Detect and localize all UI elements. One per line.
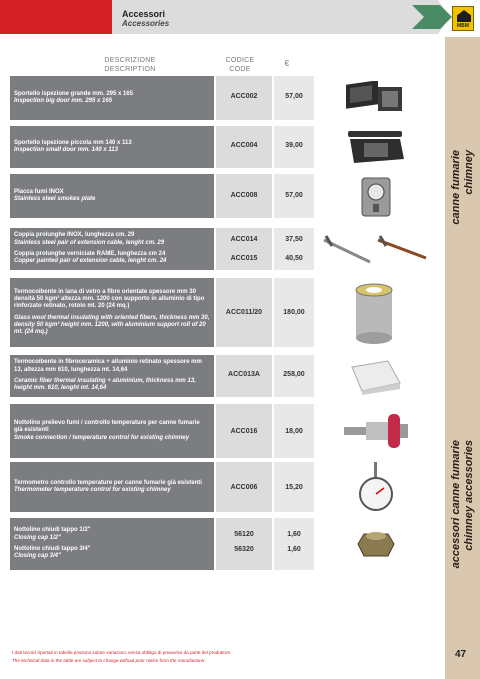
product-code: ACC004 xyxy=(230,142,258,149)
product-price: 15,20 xyxy=(285,484,303,491)
row-code-cell xyxy=(216,76,272,120)
side-label-chimney-it: canne fumarie xyxy=(450,150,462,225)
closing-cap-icon xyxy=(356,528,396,560)
table-row xyxy=(10,174,436,218)
description-en: Inspection small door mm. 140 x 113 xyxy=(14,147,118,153)
logo-text: MBM xyxy=(457,23,469,29)
row-code-cell xyxy=(216,462,272,512)
inspection-door-large-icon xyxy=(344,81,404,115)
row-description xyxy=(10,278,214,347)
side-label-accessories-en: chimney accessories xyxy=(463,440,475,551)
table-row xyxy=(10,278,436,347)
smoke-connection-icon xyxy=(342,410,412,452)
extension-cables-icon xyxy=(320,232,432,266)
inspection-door-small-icon xyxy=(344,129,408,167)
row-description xyxy=(10,76,214,120)
house-icon xyxy=(457,10,471,22)
ceramic-fiber-roll-icon xyxy=(348,357,404,395)
description-en: Ceramic fiber thermal insulating + aluminium, thickness mm 13, height mm. 610, lenght mt. 14,64 xyxy=(14,378,196,392)
description-en: Inspection big door mm. 295 x 165 xyxy=(14,98,113,104)
description-en: Glass wool thermal insulating with oriented fibers, thickness mm 30, density 50 kgm³ height mm. 1200, with aluminium support roll of 20 mt. (24 mq.) xyxy=(14,314,210,336)
footer-note-en: The technical data in the table are subject to change without prior notice from the manufacturer. xyxy=(12,658,206,663)
row-code-cell xyxy=(216,355,272,397)
description-it: Termometro controllo temperature per canne fumarie già esistenti xyxy=(14,479,202,486)
column-header-price: € xyxy=(284,59,290,68)
product-code: ACC013A xyxy=(228,371,260,378)
brand-logo xyxy=(452,6,474,31)
row-price-cell xyxy=(274,462,314,512)
product-code: ACC016 xyxy=(230,428,258,435)
row-price-cell xyxy=(274,174,314,218)
table-row xyxy=(10,462,436,512)
column-header-code-en: CODE xyxy=(229,66,251,73)
side-band xyxy=(445,37,480,679)
description-en: Smoke connection / temperature control for existing chimney xyxy=(14,434,190,441)
product-price: 57,00 xyxy=(285,192,303,199)
row-description xyxy=(10,126,214,168)
product-price: 1,60 xyxy=(287,531,301,538)
column-header-description-en: DESCRIPTION xyxy=(104,66,156,73)
column-header-description xyxy=(60,56,200,74)
table-row xyxy=(10,76,436,120)
row-price-cell xyxy=(274,76,314,120)
product-price: 40,50 xyxy=(285,255,303,262)
row-code-cell xyxy=(216,126,272,168)
row-price-cell xyxy=(274,518,314,570)
description-it: Nottolino prelievo fumi / controllo temperature per canne fumarie già esistenti xyxy=(14,420,200,434)
description-it: Sportello ispezione piccola mm 140 x 113 xyxy=(14,139,132,146)
side-label-chimney-en: chimney xyxy=(463,150,475,195)
row-code-cell xyxy=(216,228,272,270)
row-image-cell xyxy=(314,518,436,570)
product-code: ACC011/20 xyxy=(225,309,263,316)
description-it: Nottolino chiudi tappo 3/4" xyxy=(14,546,91,552)
row-image-cell xyxy=(314,278,436,347)
description-en: Thermometer temperature control for existing chimney xyxy=(14,487,171,493)
row-description xyxy=(10,518,214,570)
row-price-cell xyxy=(274,126,314,168)
table-row xyxy=(10,228,436,270)
row-code-cell xyxy=(216,174,272,218)
description-it: Sportello ispezione grande mm. 295 x 165 xyxy=(14,90,134,97)
row-price-cell xyxy=(274,278,314,347)
row-image-cell xyxy=(314,126,436,168)
row-price-cell xyxy=(274,228,314,270)
description-it: Termocoibente in fibroceramica + alluminio retinato spessore mm 13, altezza mm 610, lunghezza mt. 14,64 xyxy=(14,359,202,373)
row-price-cell xyxy=(274,355,314,397)
product-code: 56120 xyxy=(234,531,254,538)
row-image-cell xyxy=(314,174,436,218)
row-price-cell xyxy=(274,404,314,458)
page-title: Accessori xyxy=(122,9,166,19)
table-row xyxy=(10,126,436,168)
product-code: ACC002 xyxy=(230,93,258,100)
description-it: Coppia prolunghe INOX, lunghezza cm. 29 xyxy=(14,232,135,239)
column-header-code xyxy=(216,56,264,74)
description-it: Termocoibente in lana di vetro a fibre orientate spessore mm 30 densità 50 kgm³ altezza mm. 1200 con supporto in alluminio di tipo rinforzato retinato, rotolo mt. 20 (24 mq.) xyxy=(14,288,205,310)
product-price: 180,00 xyxy=(283,309,305,316)
table-row xyxy=(10,355,436,397)
table-row xyxy=(10,518,436,570)
row-description xyxy=(10,355,214,397)
row-description xyxy=(10,228,214,270)
column-header-description-it: DESCRIZIONE xyxy=(104,57,156,64)
table-row xyxy=(10,404,436,458)
row-description xyxy=(10,404,214,458)
description-it: Coppia prolunghe verniciate RAME, lunghezza cm 24 xyxy=(14,251,166,257)
column-header-code-it: CODICE xyxy=(225,57,255,64)
product-price: 37,50 xyxy=(285,236,303,243)
product-code: ACC014 xyxy=(230,236,258,243)
row-image-cell xyxy=(314,355,436,397)
row-code-cell xyxy=(216,518,272,570)
description-it: Placca fumi INOX xyxy=(14,188,64,195)
product-price: 1,60 xyxy=(287,546,301,553)
product-price: 57,00 xyxy=(285,93,303,100)
page-number: 47 xyxy=(455,649,467,660)
page-subtitle: Accessories xyxy=(122,19,170,28)
side-label-accessories-it: accessori canne fumarie xyxy=(450,440,462,569)
description-en: Closing cap 3/4" xyxy=(14,553,61,560)
row-code-cell xyxy=(216,404,272,458)
footer-note-it: I dati tecnici riportati in tabella possono subire variazioni, senza obbligo di preavviso da parte del produttore. xyxy=(12,650,232,655)
product-code: ACC006 xyxy=(230,484,258,491)
description-en: Copper painted pair of extension cable, lenght cm. 24 xyxy=(14,258,167,265)
product-code: ACC008 xyxy=(230,192,258,199)
thermometer-icon xyxy=(352,462,400,512)
row-image-cell xyxy=(314,228,436,270)
description-en: Stainless steel smokes plate xyxy=(14,196,96,202)
row-description xyxy=(10,174,214,218)
header-red-band xyxy=(0,0,112,34)
insulation-roll-icon xyxy=(352,282,396,344)
product-price: 39,00 xyxy=(285,142,303,149)
row-image-cell xyxy=(314,462,436,512)
description-it: Nottolino chiudi tappo 1/2" xyxy=(14,527,91,534)
smokes-plate-icon xyxy=(360,176,392,218)
row-code-cell xyxy=(216,278,272,347)
row-image-cell xyxy=(314,76,436,120)
description-en: Closing cap 1/2" xyxy=(14,534,61,541)
product-code: ACC015 xyxy=(230,255,258,262)
description-en: Stainless steel pair of extension cable, lenght cm. 29 xyxy=(14,239,165,246)
row-description xyxy=(10,462,214,512)
product-price: 258,00 xyxy=(283,371,305,378)
product-price: 18,00 xyxy=(285,428,303,435)
row-image-cell xyxy=(314,404,436,458)
product-code: 56320 xyxy=(234,546,254,553)
